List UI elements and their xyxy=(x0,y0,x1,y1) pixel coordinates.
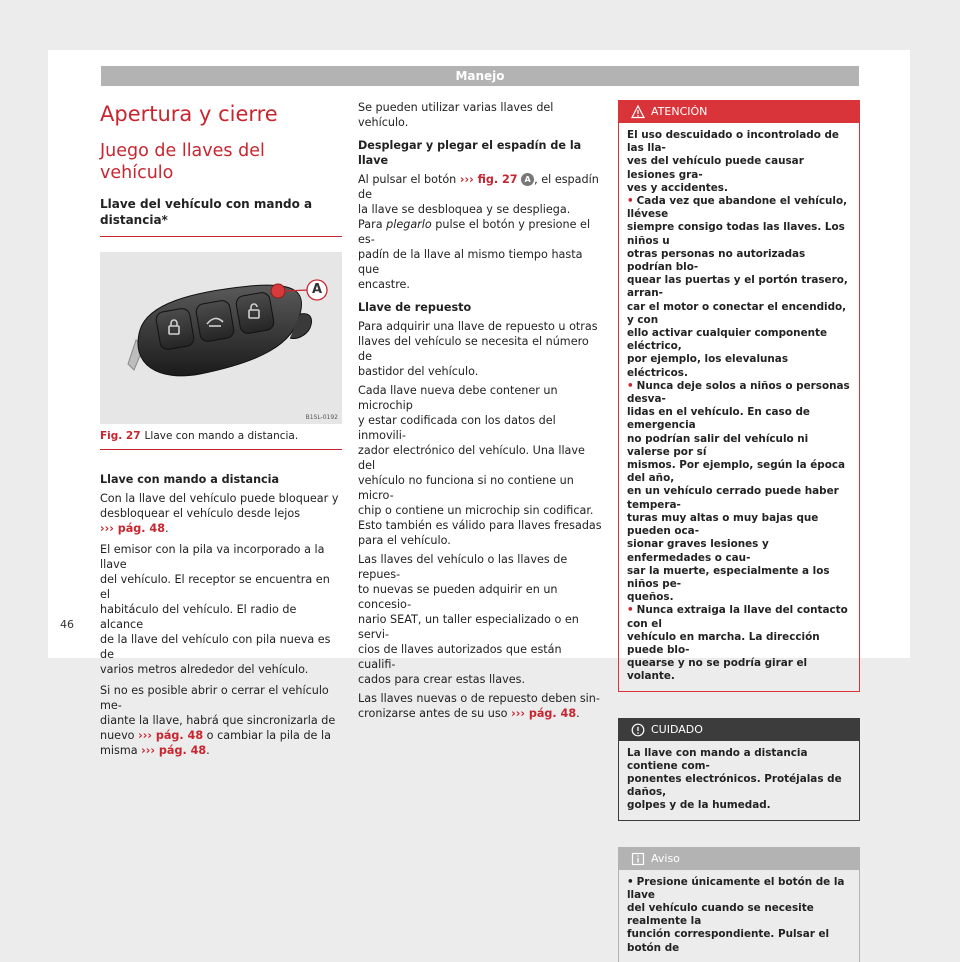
section-title: Juego de llaves del vehículo xyxy=(100,141,265,183)
text-line: queños. xyxy=(627,591,674,604)
trunk-button xyxy=(195,299,235,342)
bullet-item: • Presione únicamente el botón de la llave xyxy=(627,876,851,902)
subsection-title-line: distancia* xyxy=(100,213,168,227)
column-middle xyxy=(358,100,602,721)
section-heading-spare: Llave de repuesto xyxy=(358,301,472,314)
text-fragment: Para xyxy=(358,218,387,231)
text-line: mismos. Por ejemplo, según la época del año, xyxy=(627,459,846,485)
warning-title: ATENCIÓN xyxy=(651,105,708,118)
text-line: habitáculo del vehículo. El radio de alcance xyxy=(100,603,297,631)
figure-caption xyxy=(100,429,342,450)
text-line: función correspondiente. Pulsar el botón de xyxy=(627,928,830,954)
note-box xyxy=(618,847,860,962)
note-title: Aviso xyxy=(651,851,680,865)
text-fragment: , el espadín de xyxy=(358,173,599,201)
unlock-button xyxy=(235,291,275,334)
caution-body xyxy=(619,741,859,820)
text-line: sar la muerte, especialmente a los niños pe- xyxy=(627,564,830,590)
bullet-item: • Nunca deje solos a niños o personas desva- xyxy=(627,380,851,406)
text-line: diante la llave, habrá que sincronizarla de xyxy=(100,714,336,727)
text-line: Esto también es válido para llaves fresadas xyxy=(358,519,602,532)
text-line: zador electrónico del vehículo. Una llave del xyxy=(358,444,585,472)
text-line: por ejemplo, los elevalunas eléctricos. xyxy=(627,353,788,379)
text-line: la llave se desbloquea y se despliega. xyxy=(358,203,571,216)
note-body xyxy=(619,870,859,962)
page-reference-link[interactable]: ››› pág. 48 xyxy=(100,522,166,535)
text-line: Con la llave del vehículo puede bloquear y xyxy=(100,492,339,505)
text-line: to nuevas se pueden adquirir en un concesio- xyxy=(358,583,558,611)
text-line: Las llaves nuevas o de repuesto deben sin- xyxy=(358,692,600,705)
page-reference-link[interactable]: ››› pág. 48 xyxy=(141,744,207,757)
text-line: para el vehículo. xyxy=(358,534,451,547)
text-fragment: pulse el botón y presione el es- xyxy=(358,218,591,246)
text-fragment: nuevo xyxy=(100,729,139,742)
section-heading-remote: Llave con mando a distancia xyxy=(100,473,280,486)
text-line: ves del vehículo puede causar lesiones gra- xyxy=(627,155,804,181)
text-line: desbloquear el vehículo desde lejos xyxy=(100,507,301,520)
text-line: de la llave del vehículo con pila nueva es de xyxy=(100,633,331,661)
text-line: ello activar cualquier componente eléctrico, xyxy=(627,327,828,353)
caution-header xyxy=(619,719,859,741)
text-line: y estar codificada con los datos del inmovili- xyxy=(358,414,556,442)
text-line: turas muy altas o muy bajas que pueden oca- xyxy=(627,511,819,538)
text-line: car el motor o conectar el encendido, y con xyxy=(627,300,847,326)
text-fragment: cronizarse antes de su uso xyxy=(358,707,512,720)
text-fragment: . xyxy=(576,707,580,720)
text-fragment: plegarlo xyxy=(386,218,432,231)
chapter-title: Apertura y cierre xyxy=(100,102,278,126)
text-line: Las llaves del vehículo o las llaves de repues- xyxy=(358,553,568,581)
caution-title: CUIDADO xyxy=(651,722,703,736)
text-line: quearse y no se podría girar el volante. xyxy=(627,657,808,683)
paragraph-blade xyxy=(358,172,602,292)
text-line: varios metros alrededor del vehículo. xyxy=(100,663,309,676)
column-left xyxy=(100,100,342,758)
text-line: El uso descuidado o incontrolado de las lla- xyxy=(627,129,839,155)
text-line: encastre. xyxy=(358,278,410,291)
text-line: quear las puertas y el portón trasero, arran- xyxy=(627,274,848,300)
text-line: llaves del vehículo se necesita el número de xyxy=(358,335,589,363)
text-line: vehículo no funciona si no contiene un micro- xyxy=(358,474,574,502)
page-number: 46 xyxy=(60,618,74,631)
callout-label: A xyxy=(311,282,323,297)
text-line: golpes y de la humedad. xyxy=(627,799,771,812)
paragraph-spare-a xyxy=(358,319,602,379)
figure-caption-label: Fig. 27 xyxy=(100,430,141,442)
text-line: ponentes electrónicos. Protéjalas de daños, xyxy=(627,772,842,799)
page-reference-link[interactable]: ››› pág. 48 xyxy=(511,707,577,720)
text-line: lidas en el vehículo. En caso de emergencia xyxy=(627,406,810,432)
paragraph-remote-3 xyxy=(100,683,342,758)
section-heading-blade: Desplegar y plegar el espadín de la llave xyxy=(358,139,582,167)
page-header: Manejo xyxy=(101,66,859,86)
text-line: otras personas no autorizadas podrían blo- xyxy=(627,247,806,274)
figure-caption-text: Llave con mando a distancia. xyxy=(144,430,299,442)
blade-release-button xyxy=(271,284,285,298)
callout-badge: A xyxy=(521,173,534,186)
text-fragment: . xyxy=(206,744,210,757)
paragraph-remote-2 xyxy=(100,542,342,677)
bullet-item: • Cada vez que abandone el vehículo, llévese xyxy=(627,195,851,221)
text-line: bastidor del vehículo. xyxy=(358,365,479,378)
text-line: cios de llaves autorizados que están cualifi- xyxy=(358,643,562,671)
text-line: sionar graves lesiones y enfermedades o cau- xyxy=(627,538,769,564)
subsection-title-line: Llave del vehículo con mando a xyxy=(100,197,313,211)
text-line: siempre consigo todas las llaves. Los niños u xyxy=(627,221,845,247)
figure-reference-link[interactable]: ››› fig. 27 xyxy=(459,173,518,186)
text-fragment: o cambiar la pila de la xyxy=(203,729,331,742)
column-right xyxy=(618,100,860,962)
text-line: El emisor con la pila va incorporado a la llave xyxy=(100,543,325,571)
caution-box xyxy=(618,718,860,821)
intro-text: Se pueden utilizar varias llaves del vehículo. xyxy=(358,101,554,129)
info-note-icon xyxy=(631,852,645,866)
text-line: Cada llave nueva debe contener un microchip xyxy=(358,384,558,412)
page-reference-link[interactable]: ››› pág. 48 xyxy=(138,729,204,742)
lock-button xyxy=(155,307,195,350)
text-line: no podrían salir del vehículo ni valerse por sí xyxy=(627,432,809,458)
text-line: vehículo en marcha. La dirección puede blo- xyxy=(627,630,820,656)
text-line: del vehículo. El receptor se encuentra en el xyxy=(100,573,330,601)
text-line: del vehículo cuando se necesite realmente la xyxy=(627,901,814,928)
text-line: padín de la llave al mismo tiempo hasta que xyxy=(358,248,583,276)
note-header xyxy=(619,848,859,870)
text-line: nario SEAT, un taller especializado o en servi- xyxy=(358,613,579,641)
text-line: chip o contiene un microchip sin codificar. xyxy=(358,504,594,517)
paragraph-spare-d xyxy=(358,691,602,721)
text-line: en un vehículo cerrado puede haber tempera- xyxy=(627,485,839,511)
text-fragment: misma xyxy=(100,744,142,757)
paragraph-remote-1 xyxy=(100,491,342,536)
text-line: Para adquirir una llave de repuesto u otras xyxy=(358,320,598,333)
text-line: cados para crear estas llaves. xyxy=(358,673,526,686)
warning-triangle-icon xyxy=(631,105,645,119)
figure-code: B1SL-0192 xyxy=(305,414,338,421)
key-figure xyxy=(100,252,342,424)
text-fragment: . xyxy=(165,522,169,535)
text-line: La llave con mando a distancia contiene com- xyxy=(627,746,808,772)
remote-key-illustration xyxy=(100,252,342,424)
warning-body xyxy=(619,123,859,691)
paragraph-spare-b xyxy=(358,383,602,548)
warning-header xyxy=(619,101,859,123)
bullet-item: • Nunca extraiga la llave del contacto con el xyxy=(627,604,851,630)
text-line: ves y accidentes. xyxy=(627,181,728,194)
caution-circle-icon xyxy=(631,723,645,737)
paragraph-spare-c xyxy=(358,552,602,687)
subsection-title xyxy=(100,196,342,237)
text-line: Si no es posible abrir o cerrar el vehículo me- xyxy=(100,684,329,712)
warning-box xyxy=(618,100,860,692)
text-fragment: Al pulsar el botón xyxy=(358,173,460,186)
